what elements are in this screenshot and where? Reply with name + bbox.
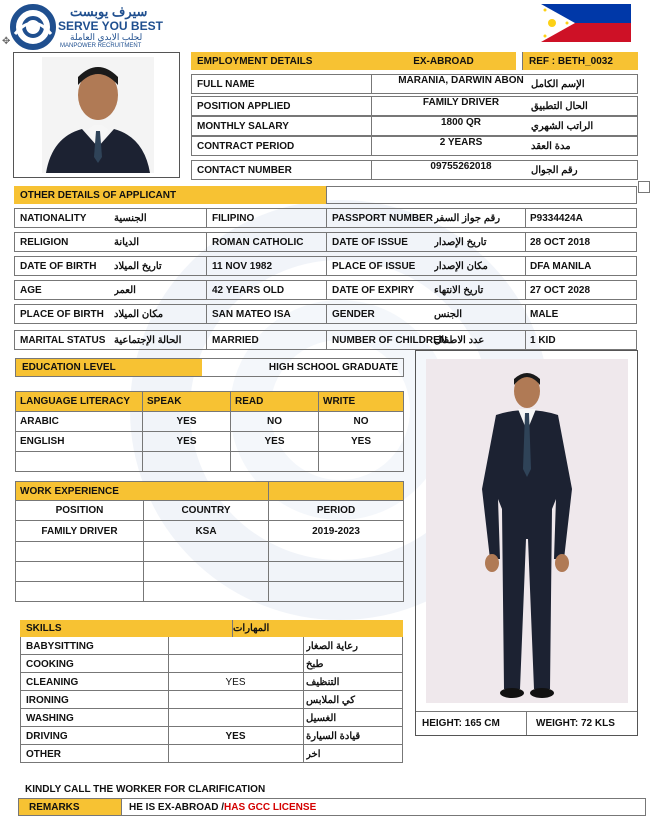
language-header-speak: SPEAK bbox=[143, 392, 231, 412]
other-field-value: 1 KID bbox=[530, 334, 556, 346]
other-field-label: DATE OF EXPIRY bbox=[332, 284, 415, 296]
other-divider bbox=[326, 208, 327, 228]
skill-value bbox=[168, 691, 303, 709]
employment-details-header: EMPLOYMENT DETAILS bbox=[191, 52, 371, 70]
other-field-value: MARRIED bbox=[212, 334, 259, 346]
other-divider bbox=[326, 280, 327, 300]
other-divider bbox=[525, 304, 526, 324]
other-field-arabic: رقم جواز السفر bbox=[434, 212, 501, 224]
other-field-arabic: الجنسية bbox=[114, 212, 147, 224]
skill-value bbox=[168, 655, 303, 673]
other-field-value: P9334424A bbox=[530, 212, 583, 224]
other-divider bbox=[206, 330, 207, 350]
employment-field-arabic: الراتب الشهري bbox=[531, 120, 594, 132]
skill-arabic: اخر bbox=[306, 748, 321, 760]
other-field-label: PLACE OF ISSUE bbox=[332, 260, 416, 272]
work-experience-header: WORK EXPERIENCE bbox=[16, 482, 269, 501]
other-field-arabic: تاريخ الميلاد bbox=[114, 260, 162, 272]
skill-arabic: الغسيل bbox=[306, 712, 337, 724]
skill-arabic: قيادة السيارة bbox=[306, 730, 361, 742]
skill-name: OTHER bbox=[26, 748, 61, 760]
employment-field-arabic: الإسم الكامل bbox=[531, 78, 585, 90]
language-empty-cell bbox=[16, 452, 143, 472]
skill-divider bbox=[303, 673, 304, 691]
other-divider bbox=[206, 232, 207, 252]
skill-divider bbox=[303, 745, 304, 763]
other-divider bbox=[206, 280, 207, 300]
other-field-arabic: العمر bbox=[114, 284, 136, 296]
applicant-headshot-frame bbox=[13, 52, 180, 178]
other-field-value: 27 OCT 2028 bbox=[530, 284, 591, 296]
other-field-value: DFA MANILA bbox=[530, 260, 592, 272]
other-field-value: 42 YEARS OLD bbox=[212, 284, 285, 296]
other-divider bbox=[326, 304, 327, 324]
other-field-label: PASSPORT NUMBER bbox=[332, 212, 433, 224]
language-write: NO bbox=[319, 412, 404, 432]
language-header-read: READ bbox=[231, 392, 319, 412]
other-divider bbox=[206, 256, 207, 276]
employment-status: EX-ABROAD bbox=[371, 52, 516, 70]
company-logo bbox=[10, 4, 180, 50]
reference-number: REF : BETH_0032 bbox=[522, 52, 638, 70]
other-divider bbox=[525, 232, 526, 252]
work-period: 2019-2023 bbox=[269, 521, 404, 542]
other-field-arabic: الديانة bbox=[114, 236, 140, 248]
measurements-mid-divider bbox=[526, 711, 527, 735]
employment-field-value: MARANIA, DARWIN ABON bbox=[398, 74, 524, 86]
skill-value: YES bbox=[225, 676, 246, 688]
other-field-label: PLACE OF BIRTH bbox=[20, 308, 104, 320]
work-empty-cell bbox=[144, 582, 269, 602]
employment-details-section bbox=[191, 52, 638, 180]
other-divider bbox=[525, 280, 526, 300]
other-field-label: RELIGION bbox=[20, 236, 69, 248]
employment-field-arabic: رقم الجوال bbox=[531, 164, 578, 176]
skill-arabic: طبخ bbox=[306, 658, 324, 670]
logo-arabic-sub: لجلب الايدي العاملة bbox=[70, 32, 143, 42]
other-field-arabic: عدد الاطفال bbox=[434, 334, 485, 346]
skills-section bbox=[20, 620, 403, 764]
other-divider bbox=[326, 256, 327, 276]
language-header-write: WRITE bbox=[319, 392, 404, 412]
skill-name: DRIVING bbox=[26, 730, 68, 742]
skills-header: SKILLS bbox=[20, 620, 232, 637]
education-value: HIGH SCHOOL GRADUATE bbox=[268, 362, 398, 373]
work-country: KSA bbox=[144, 521, 269, 542]
employment-field-value: FAMILY DRIVER bbox=[422, 96, 500, 108]
other-field-arabic: مكان الإصدار bbox=[434, 260, 488, 272]
employment-field-label: POSITION APPLIED bbox=[197, 100, 291, 112]
employment-field-arabic: مدة العقد bbox=[531, 140, 571, 152]
full-body-photo-frame bbox=[415, 350, 638, 736]
remarks-text bbox=[129, 799, 316, 815]
other-field-label: NUMBER OF CHILDREN bbox=[332, 334, 447, 346]
logo-arabic-name: سيرف يوبست bbox=[70, 4, 148, 19]
other-field-value: FILIPINO bbox=[212, 212, 255, 224]
language-name: ARABIC bbox=[16, 412, 143, 432]
skill-value bbox=[168, 745, 303, 763]
height-value: HEIGHT: 165 CM bbox=[422, 717, 500, 729]
logo-emblem-icon bbox=[10, 4, 56, 50]
skill-name: IRONING bbox=[26, 694, 69, 706]
other-field-label: DATE OF BIRTH bbox=[20, 260, 97, 272]
skill-divider bbox=[303, 655, 304, 673]
other-field-value: SAN MATEO ISA bbox=[212, 308, 291, 320]
work-empty-cell bbox=[144, 562, 269, 582]
other-details-header-right bbox=[326, 186, 637, 204]
other-field-value: 28 OCT 2018 bbox=[530, 236, 591, 248]
work-col-position: POSITION bbox=[16, 501, 144, 521]
language-literacy-table bbox=[15, 391, 404, 472]
education-label: EDUCATION LEVEL bbox=[16, 359, 202, 376]
work-empty-cell bbox=[16, 542, 144, 562]
language-empty-cell bbox=[231, 452, 319, 472]
logo-tagline: MANPOWER RECRUITMENT bbox=[60, 43, 142, 49]
other-divider bbox=[326, 330, 327, 350]
other-field-arabic: تاريخ الانتهاء bbox=[434, 284, 484, 296]
work-position: FAMILY DRIVER bbox=[16, 521, 144, 542]
work-col-period: PERIOD bbox=[269, 501, 404, 521]
other-field-arabic: الحالة الإجتماعية bbox=[114, 334, 182, 346]
skill-divider bbox=[303, 637, 304, 655]
other-field-value: MALE bbox=[530, 308, 559, 320]
remarks-label: REMARKS bbox=[19, 799, 122, 815]
other-divider bbox=[326, 232, 327, 252]
work-empty-cell bbox=[269, 562, 404, 582]
skills-header-arabic: المهارات bbox=[232, 620, 403, 637]
logo-english-name: SERVE YOU BEST bbox=[58, 19, 163, 33]
other-divider bbox=[525, 256, 526, 276]
employment-field-label: CONTACT NUMBER bbox=[197, 164, 292, 176]
skill-arabic: التنظيف bbox=[306, 676, 340, 688]
work-empty-cell bbox=[144, 542, 269, 562]
skill-name: BABYSITTING bbox=[26, 640, 94, 652]
language-speak: YES bbox=[143, 432, 231, 452]
other-divider bbox=[525, 208, 526, 228]
work-experience-table bbox=[15, 481, 404, 602]
work-col-country: COUNTRY bbox=[144, 501, 269, 521]
employment-field-label: MONTHLY SALARY bbox=[197, 120, 289, 132]
other-field-label: DATE OF ISSUE bbox=[332, 236, 408, 248]
language-name: ENGLISH bbox=[16, 432, 143, 452]
other-details-section bbox=[14, 186, 637, 352]
remarks-main-text: HE IS EX-ABROAD / bbox=[129, 801, 225, 813]
language-empty-cell bbox=[143, 452, 231, 472]
remarks-highlight-text: HAS GCC LICENSE bbox=[224, 801, 317, 813]
other-divider bbox=[206, 304, 207, 324]
language-header-label: LANGUAGE LITERACY bbox=[16, 392, 143, 412]
skill-divider bbox=[303, 709, 304, 727]
skill-name: CLEANING bbox=[26, 676, 79, 688]
employment-field-arabic: الحال التطبيق bbox=[531, 100, 588, 112]
language-read: NO bbox=[231, 412, 319, 432]
language-speak: YES bbox=[143, 412, 231, 432]
other-field-label: MARITAL STATUS bbox=[20, 334, 106, 346]
other-details-header: OTHER DETAILS OF APPLICANT bbox=[14, 186, 326, 204]
skill-value bbox=[168, 709, 303, 727]
clarification-note: KINDLY CALL THE WORKER FOR CLARIFICATION bbox=[25, 783, 266, 795]
employment-field-label: CONTRACT PERIOD bbox=[197, 140, 295, 152]
weight-value: WEIGHT: 72 KLS bbox=[536, 717, 615, 729]
other-divider bbox=[206, 208, 207, 228]
work-empty-cell bbox=[16, 562, 144, 582]
other-field-value: 11 NOV 1982 bbox=[212, 260, 273, 272]
remarks-row bbox=[18, 798, 646, 816]
employment-field-value: 1800 QR bbox=[440, 116, 482, 128]
full-body-photo bbox=[426, 359, 628, 703]
education-section bbox=[15, 358, 404, 377]
other-field-arabic: الجنس bbox=[434, 308, 463, 320]
work-experience-header-blank bbox=[269, 482, 404, 501]
language-read: YES bbox=[231, 432, 319, 452]
work-empty-cell bbox=[269, 582, 404, 602]
headshot-photo bbox=[42, 57, 154, 173]
move-handle-icon[interactable]: ✥ bbox=[2, 36, 11, 47]
other-field-label: AGE bbox=[20, 284, 42, 296]
skill-name: WASHING bbox=[26, 712, 74, 724]
work-empty-cell bbox=[16, 582, 144, 602]
language-write: YES bbox=[319, 432, 404, 452]
skill-divider bbox=[303, 727, 304, 745]
work-empty-cell bbox=[269, 542, 404, 562]
skill-value bbox=[168, 637, 303, 655]
other-field-arabic: مكان الميلاد bbox=[114, 308, 164, 320]
other-field-label: GENDER bbox=[332, 308, 375, 320]
other-divider bbox=[525, 330, 526, 350]
skill-name: COOKING bbox=[26, 658, 74, 670]
skill-arabic: كي الملابس bbox=[306, 694, 355, 706]
employment-field-label: FULL NAME bbox=[197, 78, 255, 90]
other-field-arabic: تاريخ الإصدار bbox=[434, 236, 487, 248]
other-field-value: ROMAN CATHOLIC bbox=[212, 236, 304, 248]
skill-arabic: رعاية الصغار bbox=[306, 640, 358, 652]
skill-value: YES bbox=[225, 730, 246, 742]
philippines-flag-icon bbox=[541, 4, 631, 42]
checkbox-marker[interactable] bbox=[638, 181, 650, 193]
other-field-label: NATIONALITY bbox=[20, 212, 87, 224]
language-empty-cell bbox=[319, 452, 404, 472]
employment-field-value: 09755262018 bbox=[430, 160, 492, 172]
employment-field-value: 2 YEARS bbox=[439, 136, 483, 148]
skill-divider bbox=[303, 691, 304, 709]
